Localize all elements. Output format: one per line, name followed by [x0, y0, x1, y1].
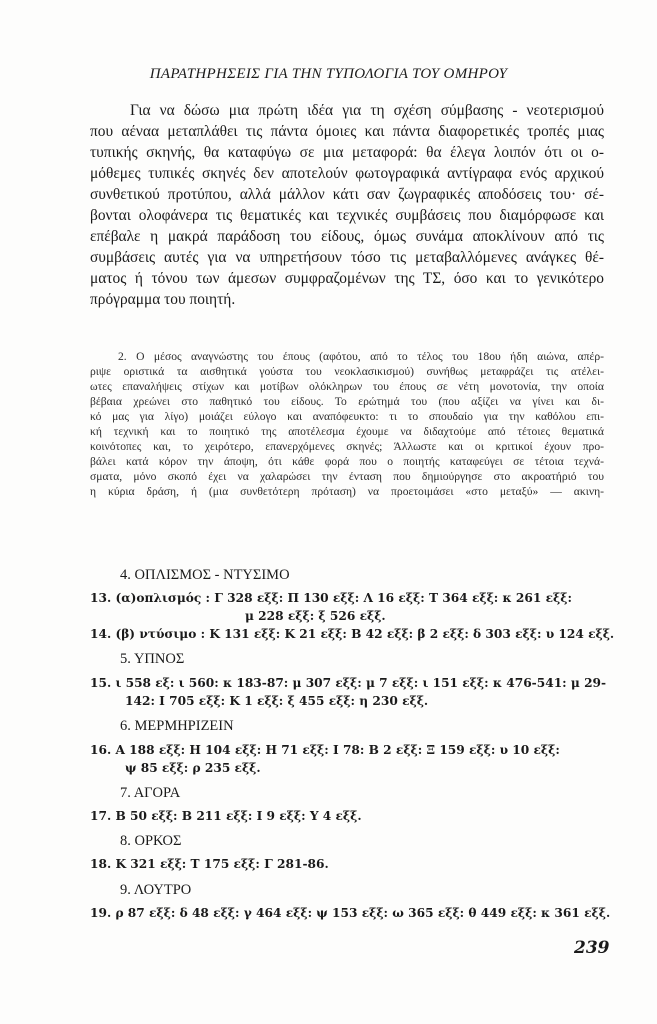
reference-item: 14. (β) ντύσιμο : Κ 131 εξξ: Κ 21 εξξ: Β 42 εξξ: β 2 εξξ: δ 303 εξξ: υ 124 εξξ.	[90, 627, 615, 641]
footnote-line: κό μας για λίγο) μοιάζει εύλογο και αναπόφευκτο: τι το σπουδαίο για την καθόλου επι-	[90, 410, 604, 423]
body-line: συνθετικού προτύπου, αλλά μάλλον κάτι σαν ζωγραφικές αποδόσεις του· σέ-	[90, 186, 604, 203]
reference-item: 16. Α 188 εξξ: Η 104 εξξ: Η 71 εξξ: Ι 78: Β 2 εξξ: Ξ 159 εξξ: υ 10 εξξ:	[90, 743, 560, 757]
footnote-line: κοινότοπες και, το χειρότερο, επανερχόμενες σκηνές; Άλλωστε και οι κριτικοί έχουν προ-	[90, 440, 604, 453]
section-heading: 6. ΜΕΡΜΗΡΙΖΕΙΝ	[120, 718, 234, 734]
page-number: 239	[574, 938, 610, 958]
section-heading: 8. ΟΡΚΟΣ	[120, 833, 182, 849]
section-heading: 4. ΟΠΛΙΣΜΟΣ - ΝΤΥΣΙΜΟ	[120, 567, 290, 583]
body-line: συμβάσεις αυτές για να υπηρετήσουν τόσο τις μεταβαλλόμενες ανάγκες θέ-	[90, 249, 604, 266]
body-line: που αέναα μεταπλάθει τις πάντα όμοιες και πάντα διαφορετικές τροπές μιας	[90, 123, 604, 140]
footnote-line: ωτες επαναλήψεις στίχων και μοτίβων ολόκληρων του έπους σε νέτη μονοτονία, την οποία	[90, 380, 604, 393]
footnote-line: η κύρια δράση, ή (μια συνθετότερη πρόταση) να προετοιμάσει «στο μεταξύ» — ακινη-	[90, 485, 604, 498]
reference-item-continuation: μ 228 εξξ: ξ 526 εξξ.	[245, 609, 386, 623]
body-line: επέβαλε η μακρά παράδοση του είδους, όμως συνάμα αποκλίνουν από τις	[90, 228, 604, 245]
footnote-line: σματα, μόνο σκοπό έχει να χαλαρώσει την ένταση που δημιούργησε στο ακροατήριό του	[90, 470, 604, 483]
footnote-line: βάλει κατά κόρον την άποψη, ότι κάθε φορά που ο ποιητής καταφεύγει σε τέτοια τεχνά-	[90, 455, 604, 468]
footnote-line: ριψε οριστικά τα αισθητικά γούστα του νεοκλασικισμού) συνήθως μεταφράζει τις ατέλει-	[90, 365, 604, 378]
section-heading: 5. ΥΠΝΟΣ	[120, 651, 185, 667]
footnote-line: 2. Ο μέσος αναγνώστης του έπους (αφότου, από το τέλος του 18ου ήδη αιώνα, απέρ-	[118, 350, 604, 363]
reference-item-continuation: 142: Ι 705 εξξ: Κ 1 εξξ: ξ 455 εξξ: η 230 εξξ.	[125, 694, 429, 708]
reference-item: 13. (α)οπλισμός : Γ 328 εξξ: Π 130 εξξ: Λ 16 εξξ: Τ 364 εξξ: κ 261 εξξ:	[90, 591, 572, 605]
footnote-line: βέβαια χρεώνει στο παθητικό του είδους. Το ερώτημά του (που αξίζει να γίνει και δι-	[90, 395, 604, 408]
reference-item: 17. Β 50 εξξ: Β 211 εξξ: Ι 9 εξξ: Υ 4 εξξ.	[90, 809, 362, 823]
footnote-line: κή τεχνική και το ποιητικό της αποτέλεσμα έχουμε να διδαχτούμε από τέτοιες θεματικά	[90, 425, 604, 438]
reference-item: 15. ι 558 εξ: ι 560: κ 183-87: μ 307 εξξ: μ 7 εξξ: ι 151 εξξ: κ 476-541: μ 29-	[90, 676, 607, 690]
running-header: ΠΑΡΑΤΗΡΗΣΕΙΣ ΓΙΑ ΤΗΝ ΤΥΠΟΛΟΓΙΑ ΤΟΥ ΟΜΗΡΟΥ	[149, 66, 508, 82]
body-line: τυπικής σκηνής, θα καταφύγω σε μια μεταφορά: θα έλεγα λοιπόν ότι οι ο-	[90, 144, 604, 161]
section-heading: 9. ΛΟΥΤΡΟ	[120, 882, 192, 898]
reference-item: 18. Κ 321 εξξ: Τ 175 εξξ: Γ 281-86.	[90, 857, 329, 871]
body-line: βονται ολοφάνερα τις θεματικές και τεχνικές συμβάσεις που διαμόρφωσε και	[90, 207, 604, 224]
body-line: Για να δώσω μια πρώτη ιδέα για τη σχέση σύμβασης - νεοτερισμού	[130, 102, 604, 119]
body-line: μόθεμες τυπικές σκηνές δεν αποτελούν φωτογραφικά αντίγραφα ενός αρχικού	[90, 165, 604, 182]
reference-item: 19. ρ 87 εξξ: δ 48 εξξ: γ 464 εξξ: ψ 153 εξξ: ω 365 εξξ: θ 449 εξξ: κ 361 εξξ.	[90, 906, 611, 920]
reference-item-continuation: ψ 85 εξξ: ρ 235 εξξ.	[125, 761, 261, 775]
body-line: πρόγραμμα του ποιητή.	[90, 291, 236, 308]
body-line: ματος ή τόνου των άμεσων συμφραζομένων της ΤΣ, όσο και το γενικότερο	[90, 270, 604, 287]
section-heading: 7. ΑΓΟΡΑ	[120, 785, 181, 801]
